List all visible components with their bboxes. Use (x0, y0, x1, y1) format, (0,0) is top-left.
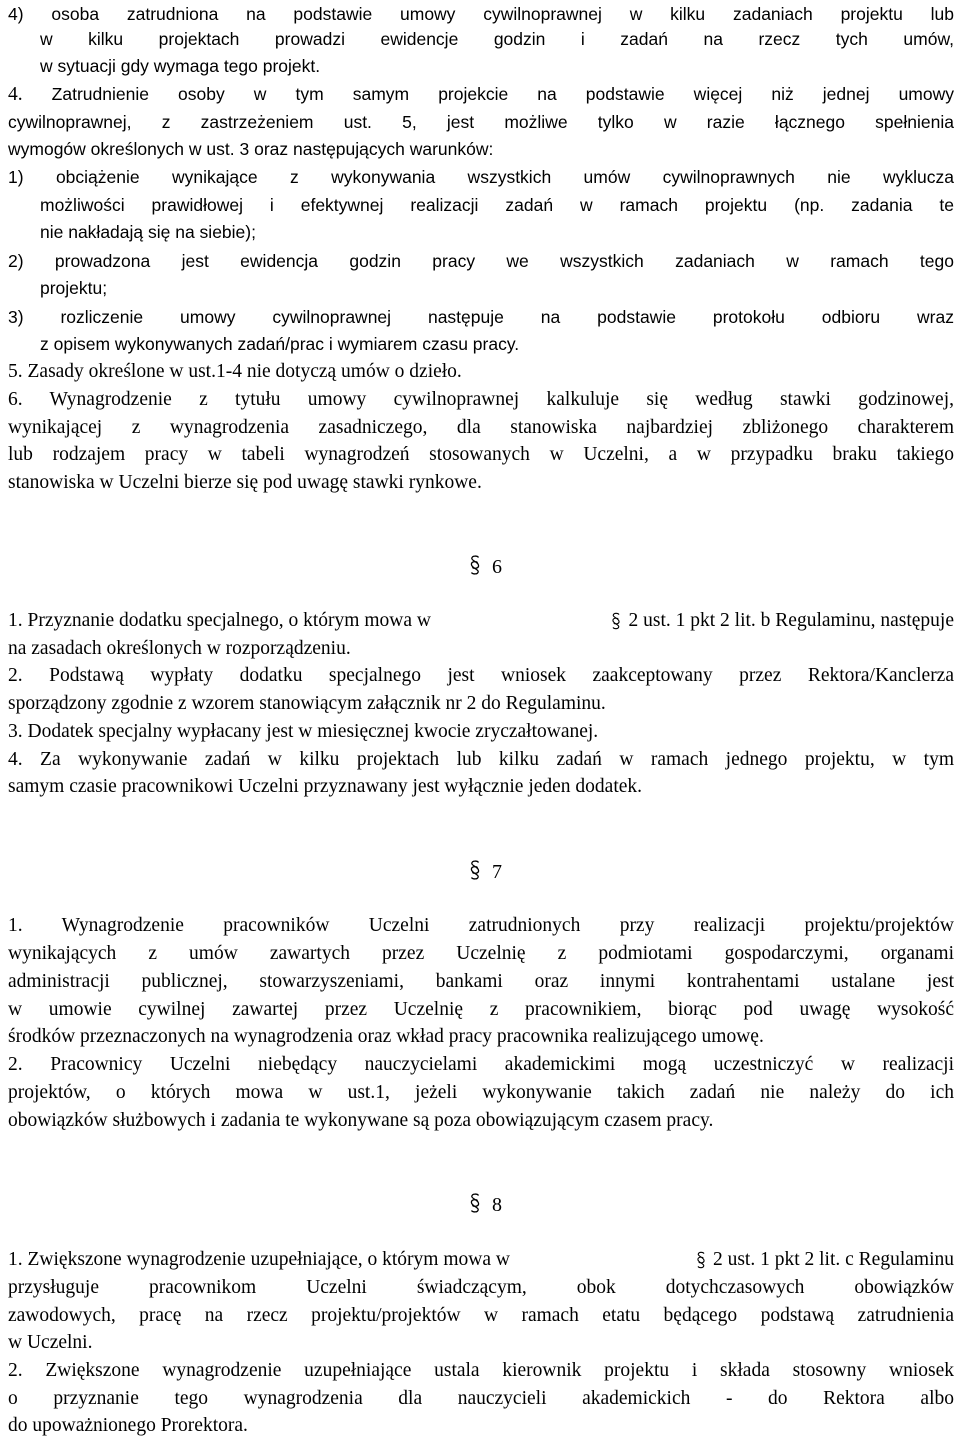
paragraph-line: w sytuacji gdy wymaga tego projekt. (40, 56, 321, 76)
paragraph-line: wynikających z umów zawartych przez Uczelnię z podmiotami gospodarczymi, organami (8, 943, 954, 964)
paragraph-line: o przyznanie tego wynagrodzenia dla nauczycieli akademickich - do Rektora albo (8, 1388, 954, 1409)
paragraph-line: 2. Podstawą wypłaty dodatku specjalnego jest wniosek zaakceptowany przez Rektora/Kanclerza (8, 665, 954, 686)
list-item: 2) prowadzona jest ewidencja godzin pracy we wszystkich zadaniach w ramach tego (8, 251, 954, 271)
paragraph-line: cywilnoprawnej, z zastrzeżeniem ust. 5, jest możliwe tylko w razie łącznego spełnienia (8, 112, 954, 132)
list-item: 3) rozliczenie umowy cywilnoprawnej następuje na podstawie protokołu odbioru wraz (8, 307, 954, 327)
paragraph-line: 6. Wynagrodzenie z tytułu umowy cywilnoprawnej kalkuluje się według stawki godzinowej, (8, 389, 954, 410)
paragraph-line: wymogów określonych w ust. 3 oraz następujących warunków: (8, 139, 494, 159)
list-item-continuation: możliwości prawidłowej i efektywnej realizacji zadań w ramach projektu (np. zadania te (40, 195, 954, 215)
paragraph-line: 4. Zatrudnienie osoby w tym samym projekcie na podstawie więcej niż jednej umowy (8, 84, 954, 105)
paragraph-line: wynikającej z wynagrodzenia zasadniczego, dla stanowiska najbardziej zbliżonego charakterem (8, 417, 954, 438)
paragraph-line: do upoważnionego Prorektora. (8, 1415, 248, 1436)
paragraph-line: 5. Zasady określone w ust.1-4 nie dotyczą umów o dzieło. (8, 361, 462, 382)
paragraph-line: środków przeznaczonych na wynagrodzenia oraz wkład pracy pracownika realizującego umowę. (8, 1026, 764, 1047)
paragraph-line: w kilku projektach prowadzi ewidencje godzin i zadań na rzecz tych umów, (40, 29, 954, 49)
paragraph-line: w umowie cywilnej zawartej przez Uczelnię z pracownikiem, biorąc pod uwagę wysokość (8, 999, 954, 1020)
section-heading-7: 7 (468, 857, 502, 887)
paragraph-line: obowiązków służbowych i zadania te wykonywane są poza obowiązującym czasem pracy. (8, 1110, 714, 1131)
paragraph-line: 2. Zwiększone wynagrodzenie uzupełniające ustala kierownik projektu i składa stosowny wniosek (8, 1360, 954, 1381)
section-sign-icon (695, 1250, 707, 1270)
paragraph-line: 1. Zwiększone wynagrodzenie uzupełniające, o którym mowa w 2 ust. 1 pkt 2 lit. c Regulaminu (8, 1249, 954, 1270)
paragraph-line: na zasadach określonych w rozporządzeniu. (8, 638, 351, 659)
paragraph-line: 2. Pracownicy Uczelni niebędący nauczycielami akademickimi mogą uczestniczyć w realizacji (8, 1054, 954, 1075)
paragraph-line: 3. Dodatek specjalny wypłacany jest w miesięcznej kwocie zryczałtowanej. (8, 721, 599, 742)
list-item-continuation: nie nakładają się na siebie); (40, 222, 256, 242)
section-heading-6: 6 (468, 552, 502, 582)
list-item: 1) obciążenie wynikające z wykonywania wszystkich umów cywilnoprawnych nie wyklucza (8, 167, 954, 187)
paragraph-line: w Uczelni. (8, 1332, 93, 1353)
paragraph-line: zawodowych, pracę na rzecz projektu/projektów w ramach etatu będącego podstawą zatrudnienia (8, 1305, 954, 1326)
section-sign-icon (468, 554, 482, 576)
paragraph-line: 1. Przyznanie dodatku specjalnego, o którym mowa w 2 ust. 1 pkt 2 lit. b Regulaminu, następuje (8, 610, 954, 631)
list-item-continuation: z opisem wykonywanych zadań/prac i wymiarem czasu pracy. (40, 334, 520, 354)
paragraph-line: przysługuje pracownikom Uczelni świadczącym, obok dotychczasowych obowiązków (8, 1277, 954, 1298)
section-sign-icon (610, 611, 622, 631)
section-sign-icon (468, 1192, 482, 1214)
section-heading-8: 8 (468, 1190, 502, 1220)
paragraph-line: projektów, o których mowa w ust.1, jeżeli wykonywanie takich zadań nie należy do ich (8, 1082, 954, 1103)
section-sign-icon (468, 859, 482, 881)
paragraph-line: administracji publicznej, stowarzyszeniami, bankami oraz innymi kontrahentami ustalane jest (8, 971, 954, 992)
paragraph-line: stanowiska w Uczelni bierze się pod uwagę stawki rynkowe. (8, 472, 482, 493)
paragraph-line: lub rodzajem pracy w tabeli wynagrodzeń stosowanych w Uczelni, a w przypadku braku takiego (8, 444, 954, 465)
paragraph-line: samym czasie pracownikowi Uczelni przyznawany jest wyłącznie jeden dodatek. (8, 776, 643, 797)
paragraph-line: 4. Za wykonywanie zadań w kilku projektach lub kilku zadań w ramach jednego projektu, w tym (8, 749, 954, 770)
paragraph-line: 4) osoba zatrudniona na podstawie umowy cywilnoprawnej w kilku zadaniach projektu lub (8, 4, 954, 24)
document-page (6, 0, 956, 1440)
paragraph-line: 1. Wynagrodzenie pracowników Uczelni zatrudnionych przy realizacji projektu/projektów (8, 915, 954, 936)
paragraph-line: sporządzony zgodnie z wzorem stanowiącym załącznik nr 2 do Regulaminu. (8, 693, 606, 714)
list-item-continuation: projektu; (40, 278, 108, 298)
